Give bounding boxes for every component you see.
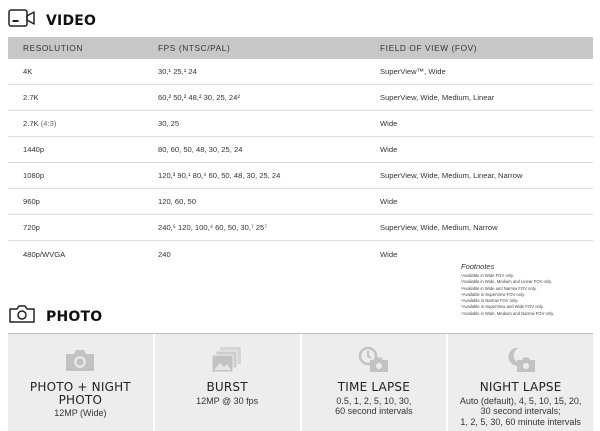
table-row xyxy=(8,189,593,215)
table-row xyxy=(8,59,593,85)
card-desc: 12MP @ 30 fps xyxy=(196,395,259,406)
cell-fps: 240,⁵ 120, 100,⁴ 60, 50, 30,⁷ 25⁷ xyxy=(158,223,268,232)
cell-resolution xyxy=(8,171,158,180)
resolution-value: 720p xyxy=(23,223,40,232)
cell-fps: 30, 25 xyxy=(158,119,180,128)
cell-fps: 80, 60, 50, 48, 30, 25, 24 xyxy=(158,145,243,154)
resolution-value: 2.7K xyxy=(23,119,39,128)
camera-icon xyxy=(64,346,96,374)
cell-resolution xyxy=(8,145,158,154)
table-row xyxy=(8,215,593,241)
photo-section-header xyxy=(8,304,102,329)
footnote-item: ⁵Available in Narrow FOV only. xyxy=(461,298,519,304)
night-lapse-icon xyxy=(505,346,537,374)
header-fov: FIELD OF VIEW (FOV) xyxy=(380,43,478,53)
card-desc: 12MP (Wide) xyxy=(54,408,107,418)
table-row xyxy=(8,111,593,137)
burst-icon xyxy=(211,346,243,374)
footnotes-title: Footnotes xyxy=(461,262,495,271)
cell-fps: 240 xyxy=(158,249,171,259)
resolution-value: 2.7K xyxy=(23,93,39,102)
cell-fov: SuperView, Wide, Medium, Linear, Narrow xyxy=(380,171,523,180)
time-lapse-icon xyxy=(358,346,390,374)
card-title: PHOTO + NIGHT xyxy=(29,380,131,394)
footnote-item: ⁴Available in SuperView FOV only. xyxy=(461,291,525,297)
cell-fov: Wide xyxy=(380,197,398,206)
cell-resolution xyxy=(8,119,158,128)
cell-resolution xyxy=(8,223,158,232)
header-resolution: RESOLUTION xyxy=(23,43,83,53)
video-specs-table xyxy=(8,37,593,267)
cell-resolution xyxy=(8,93,158,102)
cell-resolution xyxy=(8,250,158,259)
footnotes xyxy=(461,262,554,317)
cell-fov: SuperView, Wide, Medium, Linear xyxy=(380,93,495,102)
cell-fov: Wide xyxy=(380,145,398,154)
cell-fov: SuperView™, Wide xyxy=(380,67,446,76)
footnote-item: ³Available in Wide and Narrow FOV only. xyxy=(461,285,537,291)
cell-fps: 120,³ 90,¹ 80,⁴ 60, 50, 48, 30, 25, 24 xyxy=(158,171,281,180)
night-lapse-mode-card xyxy=(448,334,593,431)
card-desc: Auto (default), 4, 5, 10, 15, 20, xyxy=(459,395,582,406)
card-title: PHOTO xyxy=(58,392,103,407)
card-desc: 1, 2, 5, 30, 60 minute intervals xyxy=(460,416,581,427)
photo-mode-card xyxy=(8,334,155,431)
resolution-value: 480p/WVGA xyxy=(23,249,66,259)
footnote-item: ¹Available in Wide FOV only. xyxy=(461,273,514,278)
card-title: TIME LAPSE xyxy=(337,380,410,394)
footnote-item: ⁶Available in SuperView and Wide FOV only. xyxy=(461,304,544,310)
cell-fov: Wide xyxy=(380,119,398,128)
card-desc: 30 second intervals; xyxy=(480,406,561,416)
table-header xyxy=(8,37,593,59)
cell-resolution xyxy=(8,197,158,206)
photo-camera-icon xyxy=(8,304,36,329)
table-row xyxy=(8,163,593,189)
card-desc: 60 second intervals xyxy=(335,406,413,416)
resolution-value: 960p xyxy=(23,197,40,206)
header-fps: FPS (NTSC/PAL) xyxy=(158,43,231,53)
resolution-value: 4K xyxy=(23,67,33,76)
resolution-aspect: (4:3) xyxy=(40,119,57,128)
video-camera-icon xyxy=(8,9,36,32)
table-row xyxy=(8,85,593,111)
resolution-value: 1080p xyxy=(23,171,45,180)
cell-fov: Wide xyxy=(380,249,398,259)
cell-resolution xyxy=(8,67,158,76)
video-section-header xyxy=(8,9,96,32)
cell-fov: SuperView, Wide, Medium, Narrow xyxy=(380,223,498,232)
photo-section-title: PHOTO xyxy=(46,308,103,325)
resolution-value: 1440p xyxy=(23,145,45,154)
card-title: BURST xyxy=(206,380,248,394)
cell-fps: 120, 60, 50 xyxy=(158,197,197,206)
card-title: NIGHT LAPSE xyxy=(479,380,562,394)
cell-fps: 30,¹ 25,¹ 24 xyxy=(158,67,197,76)
footnote-item: ⁷Available in Wide, Medium and Narrow FOV only. xyxy=(461,310,555,316)
burst-mode-card xyxy=(155,334,302,431)
cell-fps: 60,² 50,² 48,² 30, 25, 24² xyxy=(158,93,240,102)
card-desc: 0.5, 1, 2, 5, 10, 30, xyxy=(336,395,412,406)
video-section-title: VIDEO xyxy=(46,12,97,29)
table-row xyxy=(8,137,593,163)
photo-modes xyxy=(8,334,593,431)
footnote-item: ²Available in Wide, Medium and Linear FOV only. xyxy=(461,279,553,285)
time-lapse-mode-card xyxy=(302,334,449,431)
